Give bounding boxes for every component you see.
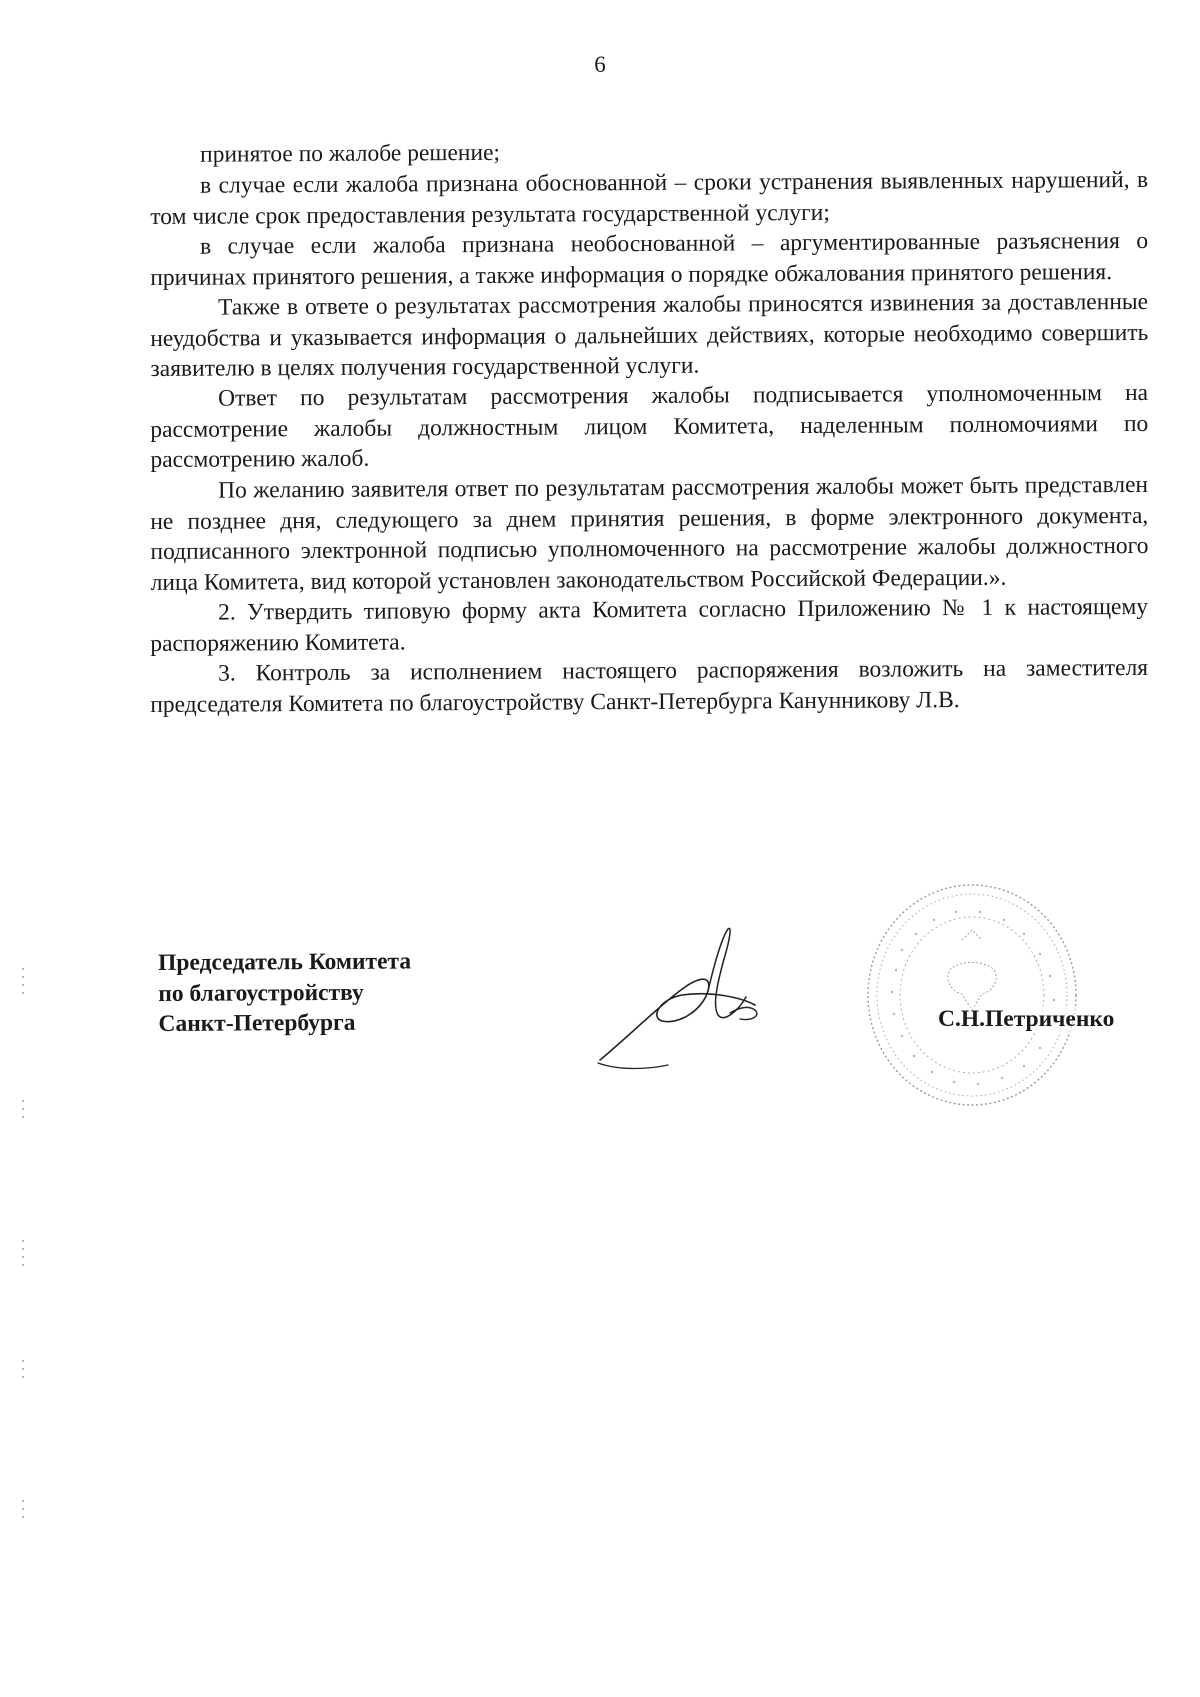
paragraph-unjustified-complaint: в случае если жалоба признана необоснованной – аргументированные разъяснения о причинах принятого решения, а также информация о порядке обжалования принятого решения. bbox=[150, 227, 1149, 290]
page-number: 6 bbox=[594, 52, 606, 77]
paragraph-item-3: 3. Контроль за исполнением настоящего распоряжения возложить на заместителя председателя Комитета по благоустройству Санкт-Петербурга Канунникову Л.В. bbox=[150, 654, 1149, 717]
document-body bbox=[150, 140, 1148, 720]
handwritten-signature bbox=[590, 925, 770, 1075]
official-seal bbox=[862, 880, 1082, 1110]
paragraph-response-signing: Ответ по результатам рассмотрения жалобы подписывается уполномоченным на рассмотрение жалобы должностным лицом Комитета, наделенным полномочиями по рассмотрению жалоб. bbox=[150, 379, 1149, 473]
signer-position-line: Санкт-Петербурга bbox=[158, 1009, 356, 1037]
scan-margin-marks bbox=[22, 1360, 26, 1384]
scan-margin-marks bbox=[22, 1100, 26, 1124]
paragraph-justified-complaint: в случае если жалоба признана обоснованной – сроки устранения выявленных нарушений, в том числе срок предоставления результата государственной услуги; bbox=[150, 166, 1149, 229]
scan-margin-marks bbox=[22, 1240, 26, 1272]
signer-position-line: Председатель Комитета bbox=[158, 948, 412, 976]
paragraph-electronic-response: По желанию заявителя ответ по результатам рассмотрения жалобы может быть представлен не позднее дня, следующего за днем принятия решения, в форме электронного документа, подписанного электронной подписью уполномоченного на рассмотрение жалобы должностного лица Комитета, вид которой установлен законодательством Российской Федерации.». bbox=[150, 471, 1149, 595]
signer-name: С.Н.Петриченко bbox=[938, 1006, 1115, 1032]
signer-position-line: по благоустройству bbox=[158, 979, 364, 1007]
paragraph-apology: Также в ответе о результатах рассмотрения жалобы приносятся извинения за доставленные неудобства и указывается информация о дальнейших действиях, которые необходимо совершить заявителю в целях получения государственной услуги. bbox=[150, 288, 1149, 382]
signer-position bbox=[158, 946, 412, 1039]
paragraph-item-2: 2. Утвердить типовую форму акта Комитета согласно Приложению № 1 к настоящему распоряжению Комитета. bbox=[150, 593, 1149, 656]
paragraph-decision: принятое по жалобе решение; bbox=[200, 139, 501, 168]
scan-margin-marks bbox=[22, 1500, 26, 1524]
scan-margin-marks bbox=[22, 968, 26, 1000]
